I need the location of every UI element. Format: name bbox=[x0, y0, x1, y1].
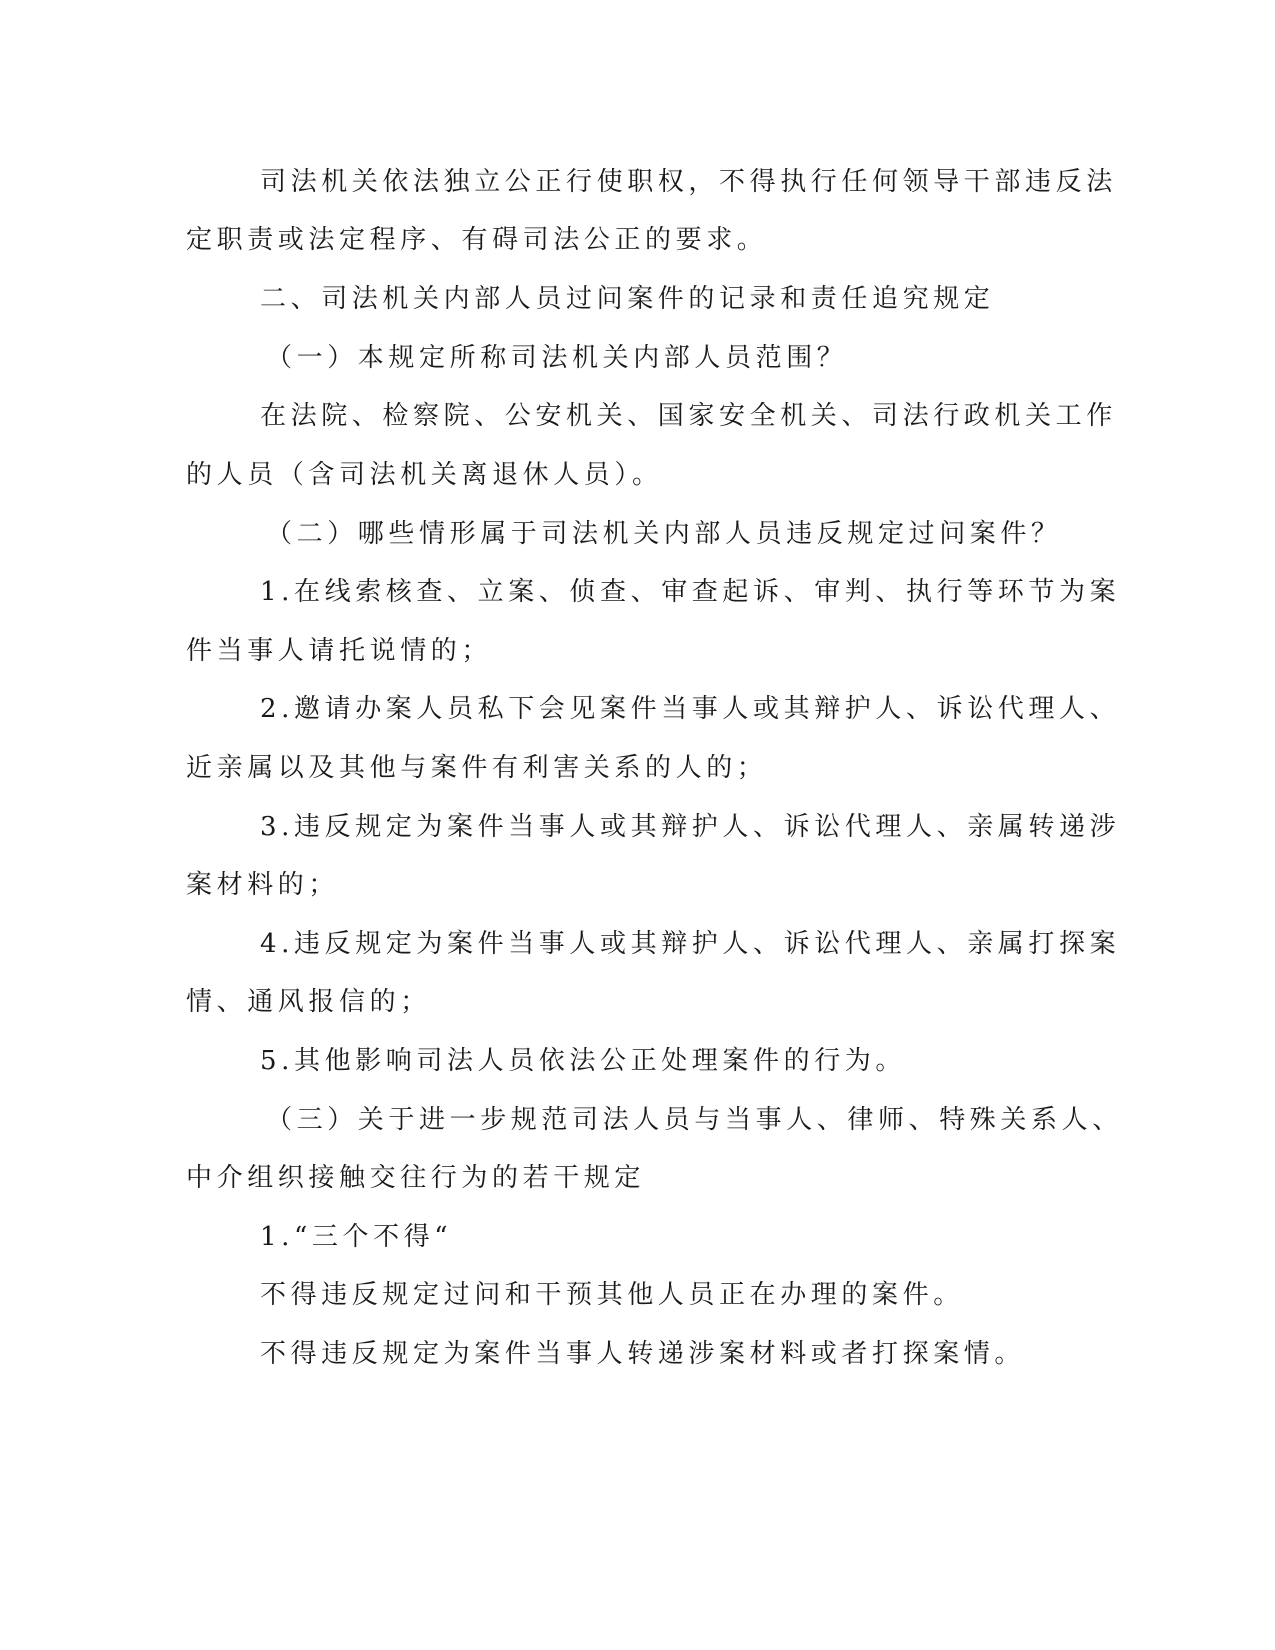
list-item-line: 情、通风报信的； bbox=[186, 987, 431, 1017]
list-item-line: 5.其他影响司法人员依法公正处理案件的行为。 bbox=[260, 1046, 907, 1076]
section-heading: 二、司法机关内部人员过问案件的记录和责任追究规定 bbox=[260, 284, 995, 314]
list-item-line: 4.违反规定为案件当事人或其辩护人、诉讼代理人、亲属打探案 bbox=[260, 929, 1121, 959]
list-item-line: 3.违反规定为案件当事人或其辩护人、诉讼代理人、亲属转递涉 bbox=[260, 812, 1121, 842]
paragraph-line: 的人员（含司法机关离退休人员）。 bbox=[186, 460, 663, 490]
subsection-heading: 中介组织接触交往行为的若干规定 bbox=[186, 1163, 646, 1193]
paragraph-line: 在法院、检察院、公安机关、国家安全机关、司法行政机关工作 bbox=[260, 401, 1117, 431]
subsection-heading: （三）关于进一步规范司法人员与当事人、律师、特殊关系人、 bbox=[266, 1105, 1123, 1135]
paragraph-line: 司法机关依法独立公正行使职权，不得执行任何领导干部违反法 bbox=[260, 167, 1117, 197]
list-item-line: 1.“三个不得“ bbox=[260, 1222, 453, 1252]
paragraph-line: 不得违反规定为案件当事人转递涉案材料或者打探案情。 bbox=[260, 1339, 1026, 1369]
list-item-line: 件当事人请托说情的； bbox=[186, 636, 493, 666]
paragraph-line: 定职责或法定程序、有碍司法公正的要求。 bbox=[186, 225, 768, 255]
subsection-heading: （二）哪些情形属于司法机关内部人员违反规定过问案件？ bbox=[266, 519, 1062, 549]
paragraph-line: 不得违反规定过问和干预其他人员正在办理的案件。 bbox=[260, 1280, 964, 1310]
subsection-heading: （一）本规定所称司法机关内部人员范围？ bbox=[266, 343, 848, 373]
list-item-line: 近亲属以及其他与案件有利害关系的人的； bbox=[186, 753, 768, 783]
list-item-line: 2.邀请办案人员私下会见案件当事人或其辩护人、诉讼代理人、 bbox=[260, 694, 1121, 724]
list-item-line: 案材料的； bbox=[186, 870, 340, 900]
list-item-line: 1.在线索核查、立案、侦查、审查起诉、审判、执行等环节为案 bbox=[260, 577, 1121, 607]
